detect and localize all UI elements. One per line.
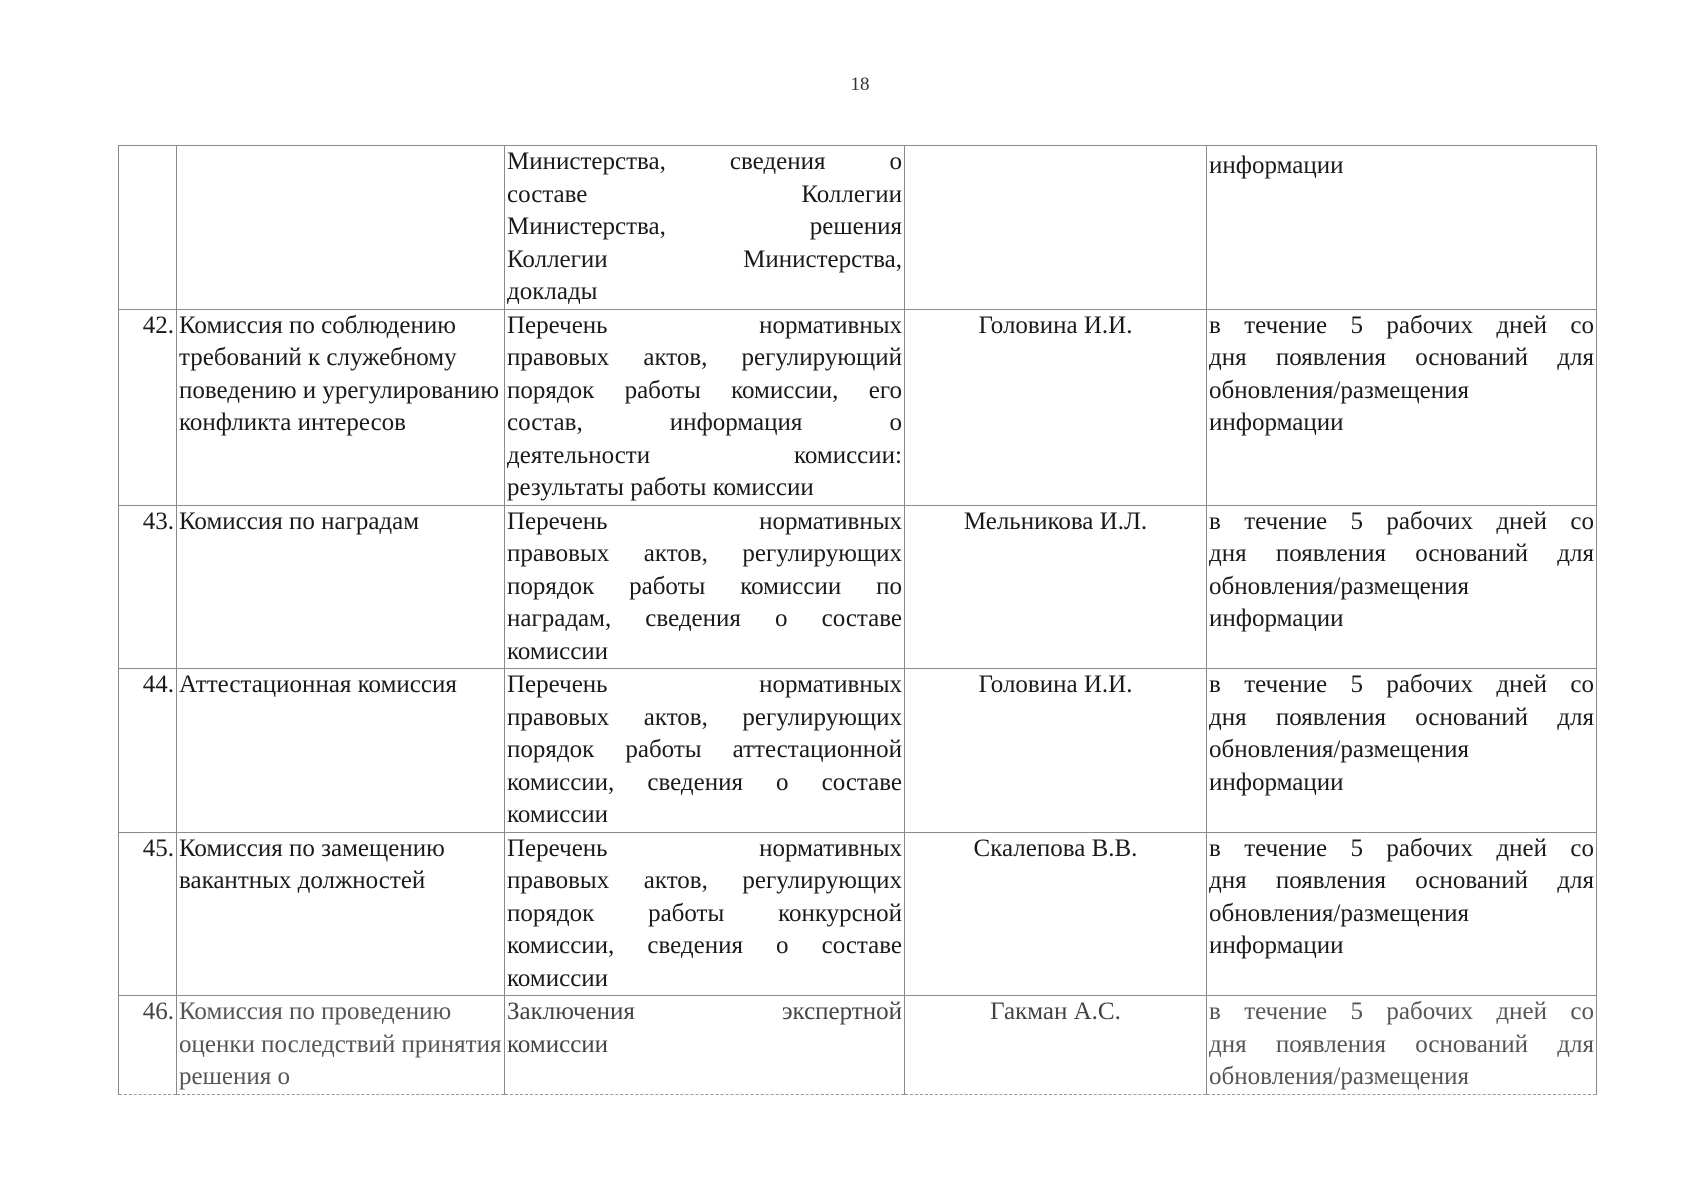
term-line: дня появления оснований для bbox=[1209, 1030, 1594, 1058]
responsible-person: Мельникова И.Л. bbox=[905, 505, 1207, 669]
body-name bbox=[177, 146, 505, 310]
term-line: в течение 5 рабочих дней со bbox=[1209, 311, 1594, 339]
documents-line: комиссии bbox=[507, 801, 609, 828]
documents-line: комиссии bbox=[507, 964, 609, 992]
update-term bbox=[1207, 832, 1597, 996]
term-line: дня появления оснований для bbox=[1209, 540, 1594, 567]
responsible-person: Гакман А.С. bbox=[905, 996, 1207, 1095]
row-number: 43. bbox=[119, 505, 177, 669]
table-row bbox=[119, 832, 1597, 996]
update-term bbox=[1207, 505, 1597, 669]
documents-line: правовых актов, регулирующих bbox=[507, 703, 902, 731]
update-term bbox=[1207, 996, 1597, 1095]
term-line: информации bbox=[1209, 409, 1344, 436]
published-documents bbox=[505, 832, 905, 996]
body-name: Комиссия по соблюдению требований к служебному поведению и урегулированию конфликта интересов bbox=[177, 309, 505, 505]
term-line: обновления/размещения bbox=[1209, 572, 1469, 600]
documents-line: результаты работы комиссии bbox=[507, 474, 814, 501]
responsible-person: Скалепова В.В. bbox=[905, 832, 1207, 996]
table-row bbox=[119, 669, 1597, 833]
documents-line: Перечень нормативных bbox=[507, 311, 902, 339]
update-term bbox=[1207, 309, 1597, 505]
update-term bbox=[1207, 669, 1597, 833]
published-documents bbox=[505, 669, 905, 833]
term-line: дня появления оснований для bbox=[1209, 867, 1594, 894]
published-documents bbox=[505, 996, 905, 1095]
page-number: 18 bbox=[850, 74, 870, 95]
term-line: в течение 5 рабочих дней со bbox=[1209, 998, 1594, 1025]
documents-line: комиссии, сведения о составе bbox=[507, 932, 902, 959]
documents-line: комиссии bbox=[507, 1030, 609, 1058]
term-line: информации bbox=[1209, 605, 1344, 632]
row-number: 45. bbox=[119, 832, 177, 996]
table-row bbox=[119, 996, 1597, 1095]
responsible-person bbox=[905, 146, 1207, 310]
published-documents bbox=[505, 309, 905, 505]
body-name: Аттестационная комиссия bbox=[177, 669, 505, 833]
documents-line: Перечень нормативных bbox=[507, 507, 902, 535]
documents-line: доклады bbox=[507, 278, 598, 305]
document-table bbox=[118, 145, 1597, 1095]
published-documents bbox=[505, 146, 905, 310]
term-line: информации bbox=[1209, 768, 1344, 796]
body-name: Комиссия по наградам bbox=[177, 505, 505, 669]
documents-line: порядок работы аттестационной bbox=[507, 736, 902, 763]
update-term bbox=[1207, 146, 1597, 310]
term-line: в течение 5 рабочих дней со bbox=[1209, 834, 1594, 862]
documents-line: Коллегии Министерства, bbox=[507, 245, 902, 273]
table-row bbox=[119, 146, 1597, 310]
term-line: обновления/размещения bbox=[1209, 736, 1469, 763]
row-number: 42. bbox=[119, 309, 177, 505]
documents-line: порядок работы комиссии, его bbox=[507, 376, 902, 404]
term-line: дня появления оснований для bbox=[1209, 344, 1594, 371]
documents-line: Министерства, решения bbox=[507, 213, 902, 240]
documents-line: Перечень нормативных bbox=[507, 671, 902, 698]
row-number bbox=[119, 146, 177, 310]
responsible-person: Головина И.И. bbox=[905, 669, 1207, 833]
table-body bbox=[119, 146, 1597, 1095]
term-line: информации bbox=[1209, 932, 1344, 959]
documents-line: комиссии bbox=[507, 637, 609, 665]
row-number: 46. bbox=[119, 996, 177, 1095]
row-number: 44. bbox=[119, 669, 177, 833]
published-documents bbox=[505, 505, 905, 669]
table-row bbox=[119, 505, 1597, 669]
body-name: Комиссия по проведению оценки последствий принятия решения о bbox=[177, 996, 505, 1095]
term-line: обновления/размещения bbox=[1209, 376, 1469, 404]
documents-line: деятельности комиссии: bbox=[507, 441, 902, 469]
responsible-person: Головина И.И. bbox=[905, 309, 1207, 505]
documents-line: правовых актов, регулирующих bbox=[507, 540, 902, 567]
term-line: в течение 5 рабочих дней со bbox=[1209, 507, 1594, 535]
documents-line: правовых актов, регулирующих bbox=[507, 867, 902, 894]
documents-line: составе Коллегии bbox=[507, 180, 902, 208]
documents-line: состав, информация о bbox=[507, 409, 902, 436]
term-line: в течение 5 рабочих дней со bbox=[1209, 671, 1594, 698]
term-line: дня появления оснований для bbox=[1209, 703, 1594, 731]
documents-line: Заключения экспертной bbox=[507, 998, 902, 1025]
documents-line: Перечень нормативных bbox=[507, 834, 902, 862]
term-line: обновления/размещения bbox=[1209, 1063, 1469, 1090]
documents-line: наградам, сведения о составе bbox=[507, 605, 902, 632]
term-line: информации bbox=[1209, 152, 1344, 179]
documents-line: Министерства, сведения о bbox=[507, 148, 902, 175]
documents-line: порядок работы комиссии по bbox=[507, 572, 902, 600]
table-row bbox=[119, 309, 1597, 505]
term-line: обновления/размещения bbox=[1209, 899, 1469, 927]
documents-line: комиссии, сведения о составе bbox=[507, 768, 902, 796]
documents-line: порядок работы конкурсной bbox=[507, 899, 902, 927]
body-name: Комиссия по замещению вакантных должностей bbox=[177, 832, 505, 996]
documents-line: правовых актов, регулирующий bbox=[507, 344, 902, 371]
